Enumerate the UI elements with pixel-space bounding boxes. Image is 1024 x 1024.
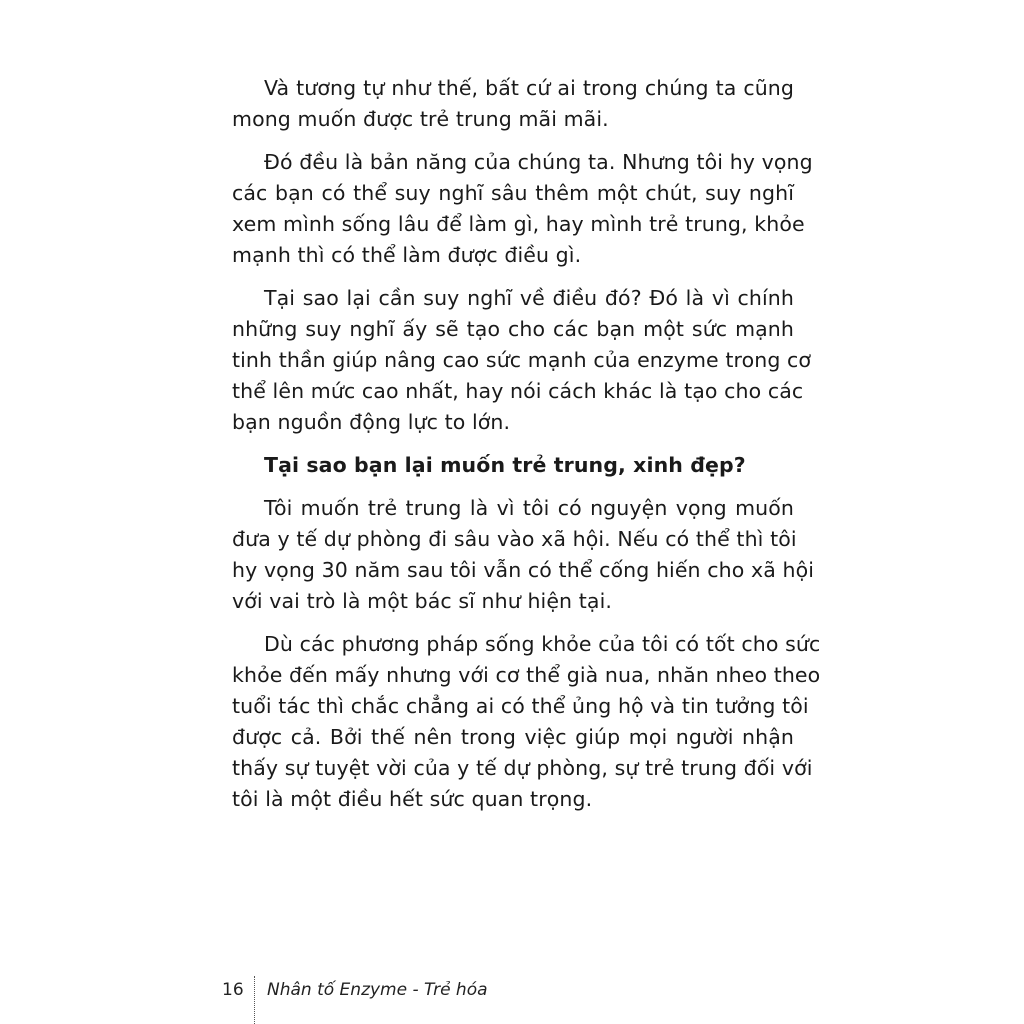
text-line: tôi là một điều hết sức quan trọng. bbox=[232, 787, 593, 811]
text-line: Tại sao lại cần suy nghĩ về điều đó? Đó là vì chính bbox=[264, 286, 794, 310]
text-line: bạn nguồn động lực to lớn. bbox=[232, 410, 511, 434]
text-line: Dù các phương pháp sống khỏe của tôi có tốt cho sức bbox=[264, 632, 821, 656]
text-line: Và tương tự như thế, bất cứ ai trong chúng ta cũng bbox=[264, 76, 794, 100]
heading-text: Tại sao bạn lại muốn trẻ trung, xinh đẹp? bbox=[264, 453, 746, 477]
paragraph bbox=[232, 283, 812, 438]
text-line: mạnh thì có thể làm được điều gì. bbox=[232, 243, 582, 267]
text-line: thể lên mức cao nhất, hay nói cách khác là tạo cho các bbox=[232, 379, 804, 403]
text-line: đưa y tế dự phòng đi sâu vào xã hội. Nếu có thể thì tôi bbox=[232, 527, 797, 551]
paragraph bbox=[232, 147, 813, 271]
page-footer bbox=[222, 976, 622, 1024]
text-line: Đó đều là bản năng của chúng ta. Nhưng tôi hy vọng bbox=[264, 150, 813, 174]
paragraph bbox=[232, 73, 794, 135]
footer-divider bbox=[254, 976, 255, 1024]
text-line: mong muốn được trẻ trung mãi mãi. bbox=[232, 107, 609, 131]
text-line: những suy nghĩ ấy sẽ tạo cho các bạn một sức mạnh bbox=[232, 317, 794, 341]
paragraph bbox=[232, 629, 821, 815]
text-line: thấy sự tuyệt vời của y tế dự phòng, sự trẻ trung đối với bbox=[232, 756, 813, 780]
text-line: được cả. Bởi thế nên trong việc giúp mọi người nhận bbox=[232, 725, 794, 749]
text-line: xem mình sống lâu để làm gì, hay mình trẻ trung, khỏe bbox=[232, 212, 805, 236]
section-heading bbox=[232, 450, 794, 481]
text-line: các bạn có thể suy nghĩ sâu thêm một chút, suy nghĩ bbox=[232, 181, 794, 205]
text-line: tinh thần giúp nâng cao sức mạnh của enzyme trong cơ bbox=[232, 348, 812, 372]
body-text bbox=[232, 73, 821, 827]
page-number: 16 bbox=[222, 980, 244, 1000]
text-line: với vai trò là một bác sĩ như hiện tại. bbox=[232, 589, 612, 613]
text-line: hy vọng 30 năm sau tôi vẫn có thể cống hiến cho xã hội bbox=[232, 558, 815, 582]
text-line: Tôi muốn trẻ trung là vì tôi có nguyện vọng muốn bbox=[264, 496, 794, 520]
text-line: tuổi tác thì chắc chẳng ai có thể ủng hộ và tin tưởng tôi bbox=[232, 694, 809, 718]
text-line: khỏe đến mấy nhưng với cơ thể già nua, nhăn nheo theo bbox=[232, 663, 821, 687]
running-title: Nhân tố Enzyme - Trẻ hóa bbox=[267, 980, 488, 1000]
paragraph bbox=[232, 493, 815, 617]
